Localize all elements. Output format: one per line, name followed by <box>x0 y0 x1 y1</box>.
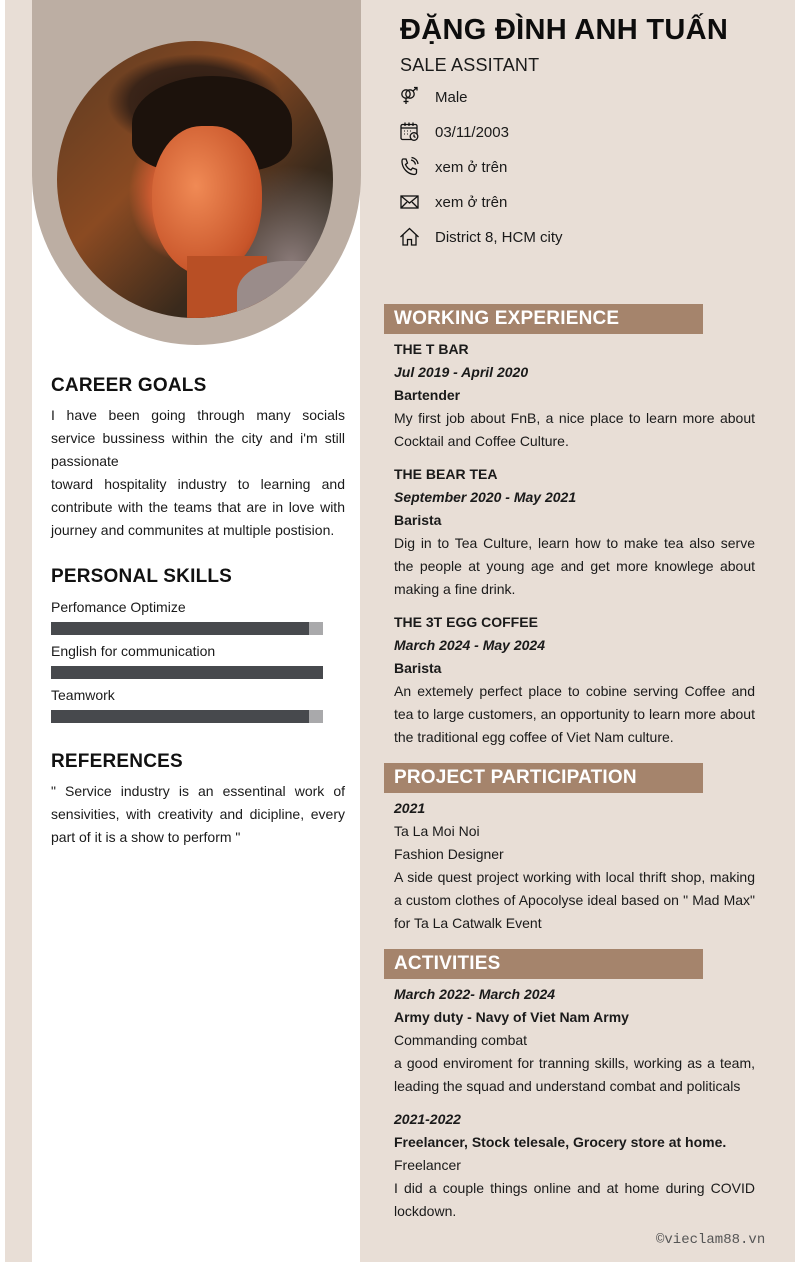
gender-icon <box>399 86 421 108</box>
personal-skills-title: PERSONAL SKILLS <box>51 566 233 587</box>
period: Jul 2019 - April 2020 <box>394 364 529 380</box>
birthdate-value: 03/11/2003 <box>435 123 509 141</box>
activity-period: 2021-2022 <box>394 1111 461 1127</box>
mail-icon <box>399 191 421 213</box>
phone-value: xem ở trên <box>435 158 508 176</box>
activities-title: ACTIVITIES <box>384 949 703 979</box>
skill-bar <box>51 666 323 679</box>
info-address <box>399 225 563 249</box>
info-phone <box>399 155 508 179</box>
project-role: Fashion Designer <box>394 846 504 862</box>
project-participation-title: PROJECT PARTICIPATION <box>384 763 703 793</box>
project-description: A side quest project working with local thrift shop, making a custom clothes of Apocolyse ideal based on " Mad Max" for Ta La Catwalk Event <box>394 869 755 931</box>
career-goals-line: I have been going through many socials service bussiness within the city and i'm still passionate <box>51 407 345 469</box>
watermark: ©vieclam88.vn <box>656 1232 766 1248</box>
email-value: xem ở trên <box>435 193 508 211</box>
activity-item <box>394 1108 755 1223</box>
gender-value: Male <box>435 88 468 106</box>
info-birthdate <box>399 120 509 144</box>
career-goals-text <box>51 404 345 542</box>
info-email <box>399 190 508 214</box>
activity-period: March 2022- March 2024 <box>394 986 556 1002</box>
skill-item <box>51 686 323 723</box>
activity-name: Freelancer, Stock telesale, Grocery store at home. <box>394 1134 727 1150</box>
references-text: " Service industry is an essentinal work of sensivities, with creativity and dicipline, every part of it is a show to perform " <box>51 783 345 845</box>
address-value: District 8, HCM city <box>435 228 563 246</box>
experience-item <box>394 463 755 601</box>
company-name: THE T BAR <box>394 341 469 357</box>
calendar-icon <box>399 121 421 143</box>
skill-bar <box>51 710 323 723</box>
skill-item <box>51 642 323 679</box>
position: Bartender <box>394 387 461 403</box>
skill-label: Perfomance Optimize <box>51 599 186 615</box>
position: Barista <box>394 660 442 676</box>
skill-fill <box>51 622 309 635</box>
skill-bar <box>51 622 323 635</box>
experience-item <box>394 611 755 749</box>
project-year: 2021 <box>394 800 426 816</box>
activity-role: Commanding combat <box>394 1032 528 1048</box>
info-gender <box>399 85 468 109</box>
career-goals-title: CAREER GOALS <box>51 375 207 396</box>
references-title: REFERENCES <box>51 751 183 772</box>
skill-label: English for communication <box>51 643 216 659</box>
phone-icon <box>399 156 421 178</box>
activity-item <box>394 983 755 1098</box>
activity-name: Army duty - Navy of Viet Nam Army <box>394 1009 629 1025</box>
skill-fill <box>51 666 323 679</box>
experience-item <box>394 338 755 453</box>
period: March 2024 - May 2024 <box>394 637 545 653</box>
period: September 2020 - May 2021 <box>394 489 577 505</box>
career-goals-line: toward hospitality industry to learning and contribute with the teams that are in love with journey and communites at multiple postision. <box>51 476 345 538</box>
activity-description: a good enviroment for tranning skills, working as a team, leading the squad and understand combat and politicals <box>394 1055 755 1094</box>
candidate-name: ĐẶNG ĐÌNH ANH TUẤN <box>400 14 729 46</box>
company-name: THE 3T EGG COFFEE <box>394 614 538 630</box>
working-experience-title: WORKING EXPERIENCE <box>384 304 703 334</box>
project-item <box>394 797 755 935</box>
company-name: THE BEAR TEA <box>394 466 498 482</box>
profile-photo <box>57 41 333 318</box>
description: Dig in to Tea Culture, learn how to make tea also serve the people at young age and get more knowlege about making a fine drink. <box>394 535 755 597</box>
skill-fill <box>51 710 309 723</box>
candidate-role: SALE ASSITANT <box>400 55 540 75</box>
home-icon <box>399 226 421 248</box>
description: An extemely perfect place to cobine serving Coffee and tea to large customers, an opportunity to learn more about the traditional egg coffee of Viet Nam culture. <box>394 683 755 745</box>
activity-role: Freelancer <box>394 1157 461 1173</box>
skill-label: Teamwork <box>51 687 115 703</box>
description: My first job about FnB, a nice place to learn more about Cocktail and Coffee Culture. <box>394 410 755 449</box>
skill-item <box>51 598 323 635</box>
activity-description: I did a couple things online and at home during COVID lockdown. <box>394 1180 755 1219</box>
project-name: Ta La Moi Noi <box>394 823 480 839</box>
position: Barista <box>394 512 442 528</box>
